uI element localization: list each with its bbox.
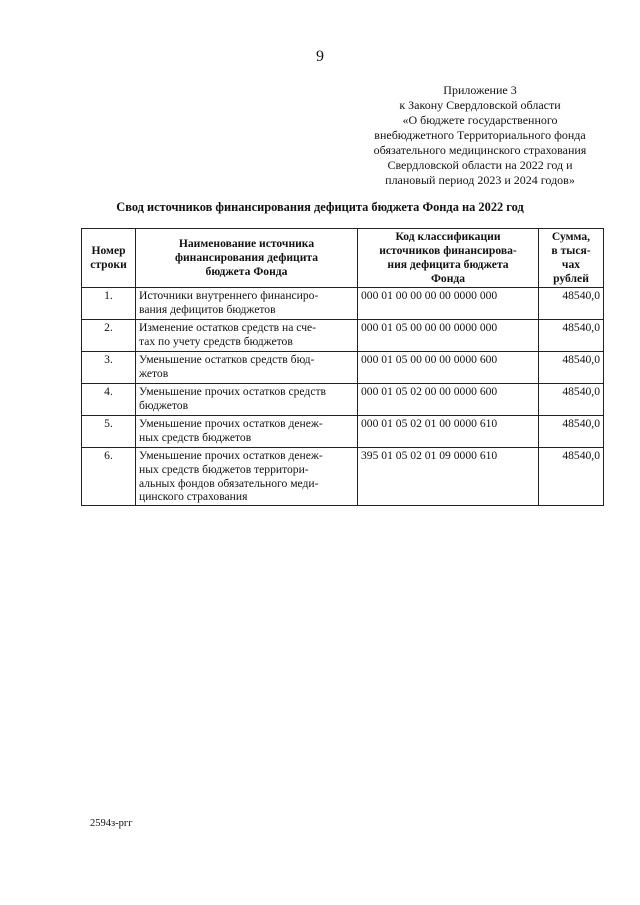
name-line: Источники внутреннего финансиро- xyxy=(139,289,319,302)
appendix-header xyxy=(345,83,615,188)
row-amount: 48540,0 xyxy=(539,384,604,416)
row-name xyxy=(136,320,358,352)
page-number: 9 xyxy=(316,48,324,65)
row-amount: 48540,0 xyxy=(539,352,604,384)
document-registration-code: 2594з-ргг xyxy=(90,818,133,829)
financing-sources-table xyxy=(81,228,604,506)
name-line: жетов xyxy=(139,366,169,380)
row-amount: 48540,0 xyxy=(539,288,604,320)
row-number: 6. xyxy=(82,448,136,506)
name-line: Уменьшение прочих остатков денеж- xyxy=(139,417,323,430)
table-row xyxy=(82,288,604,320)
row-name xyxy=(136,416,358,448)
appendix-line: обязательного медицинского страхования xyxy=(373,143,587,157)
header-line: чах xyxy=(561,258,581,271)
header-line: строки xyxy=(90,258,127,271)
table-row xyxy=(82,416,604,448)
header-code xyxy=(358,229,539,288)
header-line: бюджета Фонда xyxy=(205,264,288,278)
header-number xyxy=(82,229,136,288)
header-line: рублей xyxy=(553,271,589,285)
row-name xyxy=(136,352,358,384)
row-name xyxy=(136,384,358,416)
appendix-line: внебюджетного Территориального фонда xyxy=(374,128,586,142)
name-line: Уменьшение остатков средств бюд- xyxy=(139,353,315,366)
name-line: цинского страхования xyxy=(139,490,248,504)
header-line: Наименование источника xyxy=(178,237,315,251)
name-line: тах по учету средств бюджетов xyxy=(139,334,293,348)
appendix-line: Свердловской области на 2022 год и xyxy=(387,158,573,172)
name-line: Уменьшение прочих остатков денеж- xyxy=(139,449,323,462)
row-amount: 48540,0 xyxy=(539,416,604,448)
name-line: вания дефицитов бюджетов xyxy=(139,302,276,316)
header-name xyxy=(136,229,358,288)
row-code: 000 01 05 02 01 00 0000 610 xyxy=(358,416,539,448)
name-line: Изменение остатков средств на сче- xyxy=(139,321,317,334)
appendix-line: к Закону Свердловской области xyxy=(399,98,561,112)
header-line: Фонда xyxy=(430,271,466,285)
row-amount: 48540,0 xyxy=(539,448,604,506)
header-line: в тыся- xyxy=(551,244,591,258)
row-code: 000 01 05 00 00 00 0000 000 xyxy=(358,320,539,352)
appendix-line: плановый период 2023 и 2024 годов» xyxy=(385,173,575,187)
row-code: 000 01 05 02 00 00 0000 600 xyxy=(358,384,539,416)
row-number: 5. xyxy=(82,416,136,448)
name-line: бюджетов xyxy=(139,398,189,412)
header-line: Сумма, xyxy=(551,230,591,244)
appendix-line: Приложение 3 xyxy=(443,83,517,97)
name-line: Уменьшение прочих остатков средств xyxy=(139,385,327,398)
row-name xyxy=(136,288,358,320)
row-number: 1. xyxy=(82,288,136,320)
row-name xyxy=(136,448,358,506)
header-amount xyxy=(539,229,604,288)
name-line: альных фондов обязательного меди- xyxy=(139,476,319,490)
header-line: финансирования дефицита xyxy=(174,251,319,265)
name-line: ных средств бюджетов территори- xyxy=(139,462,309,476)
row-code: 000 01 00 00 00 00 0000 000 xyxy=(358,288,539,320)
table-header-row xyxy=(82,229,604,288)
table-row xyxy=(82,384,604,416)
header-line: ния дефицита бюджета xyxy=(387,258,509,271)
row-number: 4. xyxy=(82,384,136,416)
name-line: ных средств бюджетов xyxy=(139,430,252,444)
header-line: источников финансирова- xyxy=(379,244,517,258)
row-code: 000 01 05 00 00 00 0000 600 xyxy=(358,352,539,384)
header-line: Номер xyxy=(91,244,126,258)
table-row xyxy=(82,352,604,384)
table-row xyxy=(82,320,604,352)
header-line: Код классификации xyxy=(395,230,501,244)
row-code: 395 01 05 02 01 09 0000 610 xyxy=(358,448,539,506)
document-title: Свод источников финансирования дефицита бюджета Фонда на 2022 год xyxy=(116,200,524,214)
appendix-line: «О бюджете государственного xyxy=(402,113,558,127)
row-number: 3. xyxy=(82,352,136,384)
row-number: 2. xyxy=(82,320,136,352)
table-row xyxy=(82,448,604,506)
row-amount: 48540,0 xyxy=(539,320,604,352)
